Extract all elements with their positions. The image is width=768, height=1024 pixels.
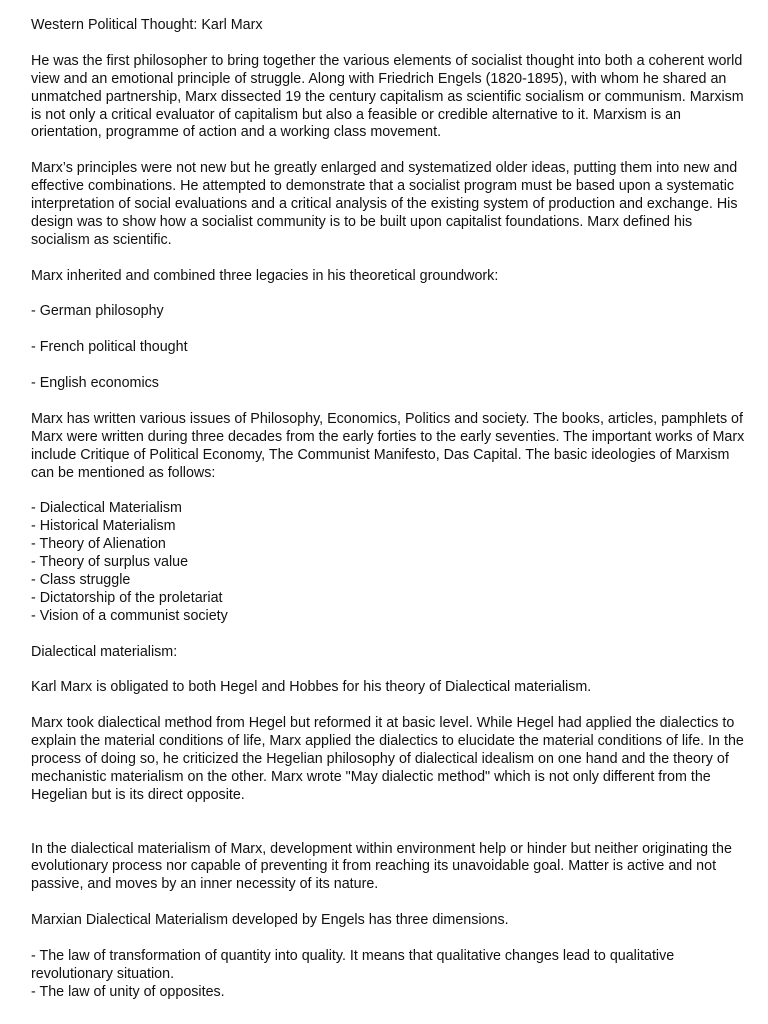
list-item: - Class struggle [31,571,131,588]
section-heading-dialectical-materialism: Dialectical materialism: [31,643,178,660]
document-title: Western Political Thought: Karl Marx [31,17,263,33]
document-page [31,17,746,1002]
paragraph-hegel-hobbes: Karl Marx is obligated to both Hegel and Hobbes for his theory of Dialectical materialism. [31,679,592,696]
paragraph-intro: He was the first philosopher to bring together the various elements of socialist thought into both a coherent world view and an emotional principle of struggle. Along with Friedrich Engels (1820-1895), with whom he shared an unmatched partnership, Marx dissected 19 the century capitalism as scientific socialism or communism. Marxism is not only a critical evaluator of capitalism but also a feasible or credible alternative to it. Marxism is an orientation, programme of action and a working class movement. [31,52,744,141]
paragraph-three-dimensions: Marxian Dialectical Materialism developed by Engels has three dimensions. [31,912,509,929]
legacy-english-economics: - English economics [31,375,159,392]
ideologies-list [31,500,746,625]
legacy-german-philosophy: - German philosophy [31,303,164,320]
list-item: - Theory of surplus value [31,554,189,571]
list-item: - Theory of Alienation [31,536,166,553]
paragraph-dialectical-method: Marx took dialectical method from Hegel but reformed it at basic level. While Hegel had applied the dialectics to explain the material conditions of life, Marx applied the dialectics to elucidate the material conditions of life. In the process of doing so, he criticized the Hegelian philosophy of dialectical idealism on one hand and the theory of mechanistic materialism on the other. Marx wrote "May dialectic method" which is not only different from the Hegelian but is its direct opposite. [31,715,744,803]
list-item: - Vision of a communist society [31,607,228,624]
paragraph-development: In the dialectical materialism of Marx, development within environment help or hinder but neither originating the evolutionary process nor capable of preventing it from reaching its unavoidable goal. Matter is active and not passive, and moves by an inner necessity of its nature. [31,840,732,893]
list-item: - Historical Materialism [31,518,176,535]
law-unity-of-opposites: - The law of unity of opposites. [31,983,225,1000]
paragraph-principles: Marx’s principles were not new but he greatly enlarged and systematized older ideas, putting them into new and effective combinations. He attempted to demonstrate that a socialist program must be based upon a systematic interpretation of social evaluations and a critical analysis of the existing system of production and exchange. His design was to show how a socialist community is to be built upon capitalist foundations. Marx defined his socialism as scientific. [31,160,738,248]
list-item: - Dictatorship of the proletariat [31,589,223,606]
paragraph-legacies-intro: Marx inherited and combined three legacies in his theoretical groundwork: [31,267,499,284]
list-item: - Dialectical Materialism [31,500,182,517]
paragraph-works: Marx has written various issues of Philosophy, Economics, Politics and society. The books, articles, pamphlets of Marx were written during three decades from the early forties to the early seventies. The important works of Marx include Critique of Political Economy, The Communist Manifesto, Das Capital. The basic ideologies of Marxism can be mentioned as follows: [31,410,745,481]
law-quantity-quality: - The law of transformation of quantity into quality. It means that qualitative changes lead to qualitative revolutionary situation. [31,947,675,982]
legacy-french-political-thought: - French political thought [31,339,188,356]
